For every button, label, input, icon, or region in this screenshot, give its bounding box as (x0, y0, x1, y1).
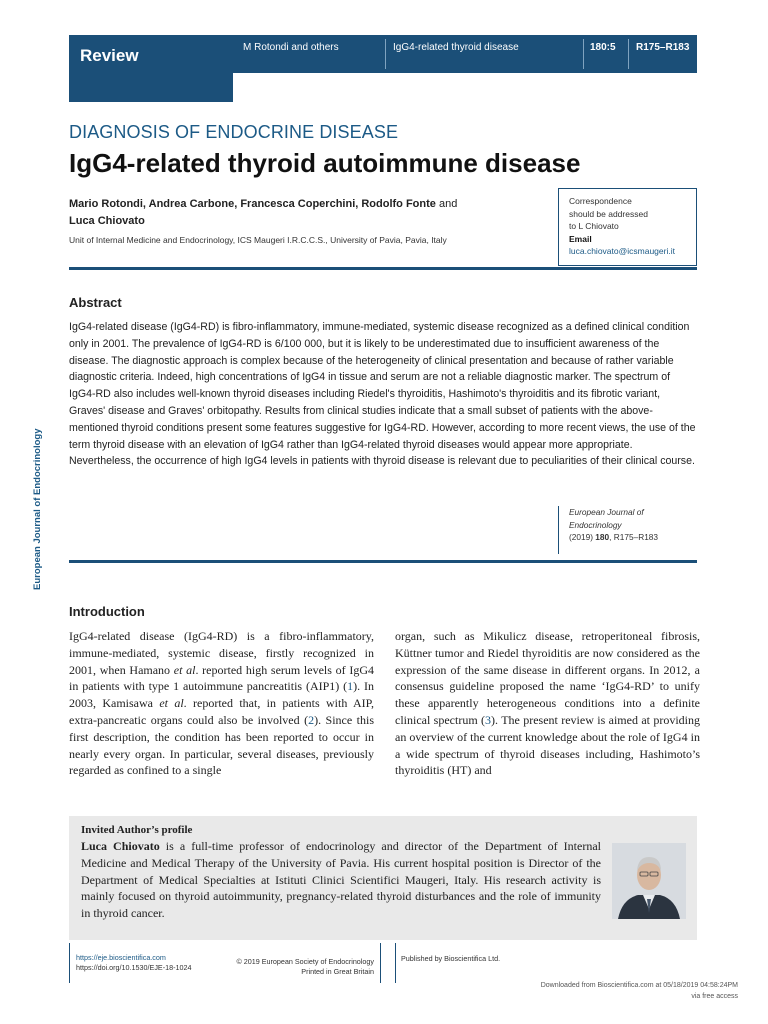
affiliation: Unit of Internal Medicine and Endocrinology, ICS Maugeri I.R.C.C.S., University of Pavia, Pavia, Italy (69, 235, 447, 245)
divider-rule (69, 267, 697, 270)
header-divider (385, 39, 386, 69)
body-text: . reported high serum levels of IgG4 in patients with type 1 autoimmune pancreatitis (AIP1) ( (69, 662, 374, 694)
header-short-title: IgG4-related thyroid disease (393, 42, 519, 53)
author-name-last: Luca Chiovato (69, 215, 145, 227)
body-text: ). The present review is aimed at providing an overview of the current knowledge about the role of IgG4 in a wide spectrum of thyroid diseases including, Hashimoto’s thyroiditis (HT) and (395, 712, 701, 778)
body-text: ). In 2003, Kamisawa (69, 679, 374, 711)
profile-text (81, 838, 601, 922)
access-text: via free access (691, 993, 738, 1000)
copyright-text: © 2019 European Society of Endocrinology (236, 957, 374, 966)
footer-right-box (395, 943, 698, 983)
citation-volume: 180 (595, 532, 610, 542)
header-authors: M Rotondi and others (243, 42, 339, 53)
divider-rule (69, 560, 697, 563)
printed-text: Printed in Great Britain (301, 967, 374, 976)
body-text: IgG4-related disease (IgG4-RD) is a fibro-inflammatory, immune-mediated, systemic disease, firstly recognized in 2001, when Hamano (69, 629, 374, 677)
profile-name: Luca Chiovato (81, 839, 160, 853)
article-category: DIAGNOSIS OF ENDOCRINE DISEASE (69, 122, 399, 142)
correspondence-line: should be addressed (569, 208, 648, 219)
abstract-text: IgG4-related disease (IgG4-RD) is fibro-inflammatory, immune-mediated, systemic disease recognized as a defined clinical condition only in 2001. The prevalence of IgG4-RD is 6/100 000, but it is likely to be underestimated due to insufficient awareness of the disease. The diagnostic approach is complex because of the heterogeneity of clinical presentation and because of rather variable diagnostic criteria. Indeed, high concentrations of IgG4 in tissue and serum are not a reliable diagnostic marker. The spectrum of IgG4-RD also includes well-known thyroid diseases including Riedel's thyroiditis, Hashimoto's thyroiditis and its fibrotic variant, Graves' disease and Graves' orbitopathy. Results from clinical studies indicate that a small subset of patients with the above-mentioned thyroid conditions present some features suggestive for IgG4-RD. However, according to more recent views, the use of the term thyroid disease with an elevation of IgG4 rather than IgG4-related thyroid diseases would appear more appropriate. Nevertheless, the occurrence of high IgG4 levels in patients with thyroid disease is relevant due to peculiarities of their clinical course. (69, 321, 696, 468)
citation-pages: , R175–R183 (609, 532, 659, 542)
doi-link[interactable]: https://doi.org/10.1530/EJE-18-1024 (76, 963, 192, 972)
introduction-column-left (69, 628, 374, 779)
italic-text: et al (173, 662, 196, 677)
reference-link[interactable]: 3 (485, 712, 492, 727)
body-text: organ, such as Mikulicz disease, retroperitoneal fibrosis, Küttner tumor and Riedel thyroiditis are now considered as the expression of the same disease in different organs. In 2012, a consensus guideline proposed the name ‘IgG4-RD’ to unify these apparently heterogeneous conditions into a definite clinical spectrum ( (395, 629, 700, 727)
italic-text: et al (159, 696, 184, 711)
article-title: IgG4-related thyroid autoimmune disease (69, 148, 581, 178)
correspondence-box (558, 188, 697, 266)
abstract-heading: Abstract (69, 295, 122, 310)
email-label: Email (569, 233, 592, 244)
journal-sidebar (26, 380, 50, 600)
profile-bio: is a full-time professor of endocrinology and director of the Department of Internal Medicine and Medical Therapy of the University of Pavia. His current hospital position is Director of the Department of Medical Specialties at Istituti Clinici Scientifici Maugeri, Italy. His research activity is mainly focused on thyroid autoimmunity, pregnancy-related thyroid disturbances and the role of immunity in thyroid cancer. (81, 839, 601, 921)
citation-journal: Endocrinology (569, 519, 622, 530)
body-text: . reported that, in patients with AIP, extra-pancreatic organs could also be involved ( (69, 696, 375, 727)
correspondence-line: to L Chiovato (569, 221, 619, 231)
citation-journal: European Journal of (569, 507, 644, 517)
header-divider (628, 39, 629, 69)
profile-heading: Invited Author’s profile (81, 824, 193, 836)
download-text: Downloaded from Bioscientifica.com at 05/18/2019 04:58:24PM (540, 982, 738, 989)
introduction-heading: Introduction (69, 604, 145, 619)
journal-sidebar-label: European Journal of Endocrinology (32, 428, 43, 590)
author-names: Mario Rotondi, Andrea Carbone, Francesca Coperchini, Rodolfo Fonte (69, 198, 436, 210)
header-volume: 180:5 (590, 42, 616, 53)
header-pages: R175–R183 (636, 42, 690, 53)
publisher-text: Published by Bioscientifica Ltd. (401, 954, 501, 963)
citation-year: (2019) (569, 532, 593, 542)
author-photo (612, 843, 686, 919)
author-conjunction: and (438, 198, 458, 210)
reference-link[interactable]: 1 (347, 679, 354, 694)
correspondence-line: Correspondence (569, 196, 632, 206)
reference-link[interactable]: 2 (308, 712, 315, 727)
journal-url-link[interactable]: https://eje.bioscientifica.com (76, 953, 166, 962)
email-link[interactable]: luca.chiovato@icsmaugeri.it (569, 246, 675, 256)
footer-links (76, 953, 191, 973)
download-stamp (420, 980, 738, 1002)
section-label: Review (80, 46, 139, 65)
citation-box (558, 506, 697, 554)
body-text: ). Since this first description, the condition has been reported to occur in nearly every organ. In particular, several diseases, previously regarded as confined to a single (69, 712, 374, 778)
header-divider (583, 39, 584, 69)
introduction-column-right (395, 628, 700, 779)
author-list (69, 196, 549, 230)
footer-copyright (220, 957, 374, 977)
